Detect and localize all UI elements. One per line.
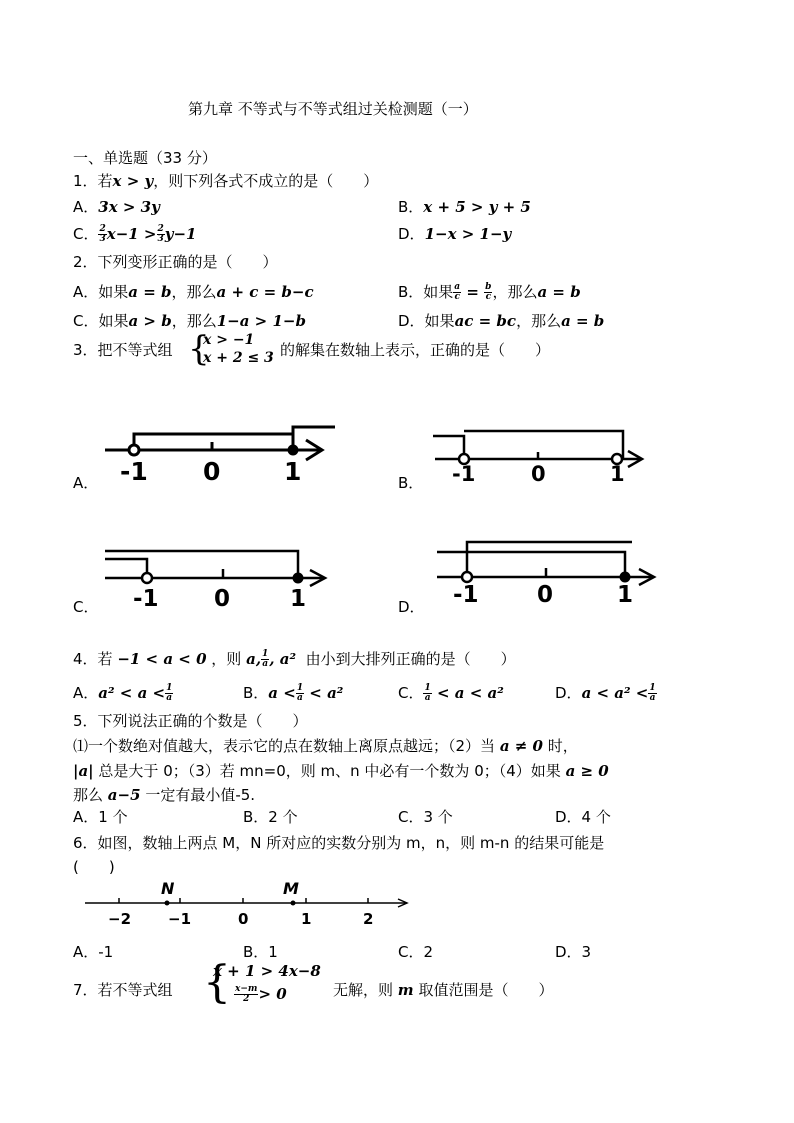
q7-brace: { <box>203 957 231 1008</box>
q6-option-a: A．-1 <box>73 943 114 961</box>
q2-stem: 2．下列变形正确的是（ ） <box>73 253 278 271</box>
point-m <box>291 901 296 906</box>
q5-option-d: D．4 个 <box>555 808 611 826</box>
q3-label-a: A． <box>73 474 99 492</box>
tick-label: -1 <box>453 582 479 605</box>
q7-stem-a: 7．若不等式组 <box>73 981 173 999</box>
q3-label-b: B． <box>398 474 424 492</box>
q6-option-c: C．2 <box>398 943 434 961</box>
q3-sys-line2: x + 2 ≤ 3 <box>203 350 274 366</box>
q5-line2: |a| 总是大于 0；（3）若 mn=0，则 m、n 中必有一个数为 0；（4）如果 a ≥ 0 <box>73 762 609 780</box>
q3-stem-b: 的解集在数轴上表示，正确的是（ ） <box>280 341 551 359</box>
tick-label: 0 <box>238 910 249 928</box>
q1-option-c: C． $\frac{2}{3}$ x−1 > $\frac{2}{3}$ y−1 <box>73 224 197 244</box>
q2-option-d: D．如果ac = bc，那么a = b <box>398 312 605 330</box>
q3-numberline-d <box>432 535 662 605</box>
q4-option-b: B．a < $\frac{1}{a}$ < a² <box>243 683 344 703</box>
q6-option-d: D．3 <box>555 943 592 961</box>
tick-label: 1 <box>610 462 625 485</box>
q6-stem-paren: ( ) <box>73 858 115 876</box>
tick-label: 1 <box>284 457 302 486</box>
q3-sys-line1: x > −1 <box>203 332 255 348</box>
q2-option-c: C．如果a > b，那么1−a > 1−b <box>73 312 306 330</box>
q4-option-d: D．a < a² < $\frac{1}{a}$ <box>555 683 656 703</box>
tick-label: 1 <box>301 910 312 928</box>
point-n-label: N <box>161 879 175 898</box>
point-m-label: M <box>283 879 299 898</box>
q2-option-b: B．如果 $\frac{a}{c}$ = $\frac{b}{c}$ ，那么a = b <box>398 282 581 302</box>
q7-stem-b: 无解，则 m 取值范围是（ ） <box>333 981 554 999</box>
section-heading: 一、单选题（33 分） <box>73 149 217 167</box>
q1-option-b: B．x + 5 > y + 5 <box>398 198 531 216</box>
q5-option-b: B．2 个 <box>243 808 298 826</box>
point-n <box>165 901 170 906</box>
page-title: 第九章 不等式与不等式组过关检测题（一） <box>188 100 478 118</box>
q5-option-a: A．1 个 <box>73 808 128 826</box>
q4-option-c: C． $\frac{1}{a}$ < a < a² <box>398 683 504 703</box>
q5-line1: ⑴一个数绝对值越大，表示它的点在数轴上离原点越远；（2）当 a ≠ 0 时， <box>73 737 578 755</box>
tick-label: -1 <box>452 462 476 485</box>
q7-sys-line2: $\frac{x-m}{2}$ > 0 <box>235 984 287 1004</box>
q6-stem: 6．如图，数轴上两点 M，N 所对应的实数分别为 m，n，则 m-n 的结果可能是 <box>73 834 605 852</box>
q3-stem-a: 3．把不等式组 <box>73 341 173 359</box>
tick-label: 0 <box>537 582 554 605</box>
q2-option-a: A．如果a = b，那么a + c = b−c <box>73 283 314 301</box>
tick-label: 0 <box>531 462 546 485</box>
q3-label-d: D． <box>398 598 425 616</box>
q7-sys-line1: x + 1 > 4x−8 <box>213 962 321 980</box>
q3-label-c: C． <box>73 598 99 616</box>
tick-label: 2 <box>363 910 374 928</box>
q5-line3: 那么 a−5 一定有最小值-5. <box>73 786 256 804</box>
q4-option-a: A．a² < a < $\frac{1}{a}$ <box>73 683 173 703</box>
q1-option-d: D．1−x > 1−y <box>398 225 512 243</box>
q6-option-b: B．1 <box>243 943 278 961</box>
q4-stem: 4．若 −1 < a < 0 ，则 a, $\frac{1}{a}$ , a² 由小到大排列正确的是（ ） <box>73 649 516 669</box>
q3-numberline-a <box>100 420 340 490</box>
q3-numberline-c <box>100 540 340 610</box>
tick-label: -1 <box>133 586 159 610</box>
q3-numberline-b <box>430 425 650 485</box>
q1-option-a: A．3x > 3y <box>73 198 160 216</box>
tick-label: 1 <box>290 586 307 610</box>
tick-label: 0 <box>203 457 221 486</box>
q5-option-c: C．3 个 <box>398 808 453 826</box>
tick-label: -1 <box>120 457 148 486</box>
q3-brace: { <box>188 329 210 369</box>
q6-numberline <box>82 874 412 934</box>
tick-label: 1 <box>617 582 634 605</box>
tick-label: −1 <box>168 910 192 928</box>
tick-label: −2 <box>108 910 132 928</box>
q1-stem: 1．若x > y，则下列各式不成立的是（ ） <box>73 172 379 190</box>
q5-stem: 5．下列说法正确的个数是（ ） <box>73 712 308 730</box>
tick-label: 0 <box>214 586 231 610</box>
